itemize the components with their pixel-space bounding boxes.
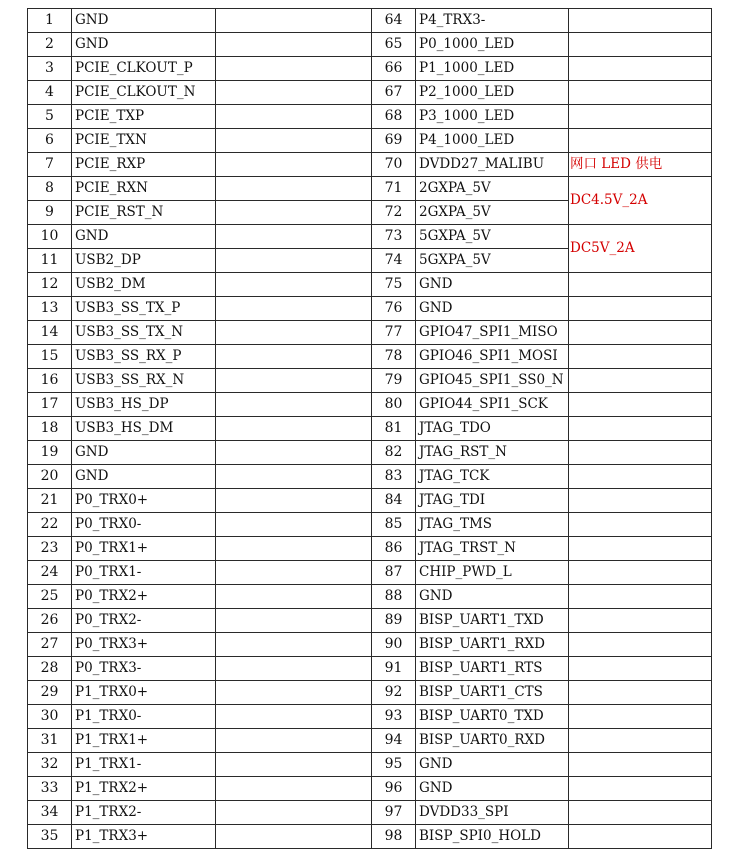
blank-cell-right [569, 753, 712, 777]
signal-name-left: USB2_DP [72, 249, 216, 273]
pin-number-left: 17 [28, 393, 72, 417]
pin-number-right: 76 [372, 297, 416, 321]
table-row [28, 225, 712, 249]
pin-number-right: 73 [372, 225, 416, 249]
pin-number-right: 64 [372, 9, 416, 33]
pin-number-left: 14 [28, 321, 72, 345]
blank-cell-right [569, 489, 712, 513]
pin-number-right: 97 [372, 801, 416, 825]
pin-number-right: 68 [372, 105, 416, 129]
table-row [28, 825, 712, 849]
pin-number-right: 85 [372, 513, 416, 537]
signal-name-right: 5GXPA_5V [416, 249, 569, 273]
signal-name-left: P1_TRX1+ [72, 729, 216, 753]
blank-cell-left [216, 201, 372, 225]
table-row [28, 633, 712, 657]
table-row [28, 105, 712, 129]
table-row [28, 33, 712, 57]
signal-name-left: P0_TRX3+ [72, 633, 216, 657]
blank-cell-left [216, 57, 372, 81]
signal-name-left: P0_TRX3- [72, 657, 216, 681]
pin-number-left: 3 [28, 57, 72, 81]
signal-name-left: GND [72, 33, 216, 57]
pin-number-left: 24 [28, 561, 72, 585]
blank-cell-right [569, 81, 712, 105]
signal-name-left: GND [72, 465, 216, 489]
signal-name-right: P3_1000_LED [416, 105, 569, 129]
signal-name-left: P1_TRX2- [72, 801, 216, 825]
pin-number-left: 28 [28, 657, 72, 681]
table-row [28, 537, 712, 561]
table-row [28, 729, 712, 753]
pin-number-right: 71 [372, 177, 416, 201]
pin-number-left: 22 [28, 513, 72, 537]
signal-name-right: BISP_UART1_CTS [416, 681, 569, 705]
signal-name-left: PCIE_CLKOUT_N [72, 81, 216, 105]
pin-number-left: 5 [28, 105, 72, 129]
signal-name-left: PCIE_RXN [72, 177, 216, 201]
pin-number-left: 10 [28, 225, 72, 249]
signal-name-right: BISP_UART1_RTS [416, 657, 569, 681]
note-dc-4-5v: DC4.5V_2A [569, 177, 712, 225]
signal-name-right: 2GXPA_5V [416, 201, 569, 225]
signal-name-right: CHIP_PWD_L [416, 561, 569, 585]
table-row [28, 321, 712, 345]
pin-number-right: 95 [372, 753, 416, 777]
blank-cell-left [216, 777, 372, 801]
blank-cell-left [216, 825, 372, 849]
pin-number-right: 67 [372, 81, 416, 105]
signal-name-right: GPIO45_SPI1_SS0_N [416, 369, 569, 393]
pin-number-left: 20 [28, 465, 72, 489]
signal-name-right: GND [416, 585, 569, 609]
blank-cell-left [216, 393, 372, 417]
pin-number-left: 18 [28, 417, 72, 441]
table-row [28, 585, 712, 609]
blank-cell-left [216, 633, 372, 657]
table-row [28, 801, 712, 825]
blank-cell-right [569, 465, 712, 489]
blank-cell-left [216, 105, 372, 129]
signal-name-right: BISP_UART0_TXD [416, 705, 569, 729]
signal-name-left: USB3_HS_DP [72, 393, 216, 417]
table-row [28, 705, 712, 729]
pin-number-right: 65 [372, 33, 416, 57]
table-row [28, 177, 712, 201]
signal-name-left: PCIE_RXP [72, 153, 216, 177]
blank-cell-right [569, 729, 712, 753]
blank-cell-right [569, 9, 712, 33]
blank-cell-right [569, 297, 712, 321]
pin-number-right: 89 [372, 609, 416, 633]
blank-cell-left [216, 657, 372, 681]
pin-number-right: 98 [372, 825, 416, 849]
pin-number-right: 77 [372, 321, 416, 345]
blank-cell-right [569, 345, 712, 369]
blank-cell-left [216, 441, 372, 465]
signal-name-left: P0_TRX0+ [72, 489, 216, 513]
signal-name-right: BISP_UART0_RXD [416, 729, 569, 753]
blank-cell-right [569, 33, 712, 57]
table-row [28, 465, 712, 489]
blank-cell-left [216, 513, 372, 537]
blank-cell-right [569, 105, 712, 129]
blank-cell-right [569, 609, 712, 633]
pin-number-right: 78 [372, 345, 416, 369]
blank-cell-right [569, 513, 712, 537]
signal-name-right: JTAG_RST_N [416, 441, 569, 465]
table-row [28, 441, 712, 465]
table-row [28, 393, 712, 417]
signal-name-right: P4_1000_LED [416, 129, 569, 153]
blank-cell-right [569, 393, 712, 417]
blank-cell-left [216, 585, 372, 609]
signal-name-left: GND [72, 225, 216, 249]
pin-number-right: 72 [372, 201, 416, 225]
signal-name-right: GND [416, 273, 569, 297]
blank-cell-right [569, 417, 712, 441]
pin-number-right: 84 [372, 489, 416, 513]
signal-name-left: P0_TRX1+ [72, 537, 216, 561]
blank-cell-right [569, 633, 712, 657]
signal-name-right: GPIO46_SPI1_MOSI [416, 345, 569, 369]
pin-number-left: 13 [28, 297, 72, 321]
pin-number-right: 66 [372, 57, 416, 81]
pin-number-left: 11 [28, 249, 72, 273]
blank-cell-right [569, 585, 712, 609]
pin-number-left: 6 [28, 129, 72, 153]
signal-name-left: USB3_SS_RX_N [72, 369, 216, 393]
table-row [28, 681, 712, 705]
pin-number-right: 94 [372, 729, 416, 753]
table-row [28, 129, 712, 153]
table-row [28, 657, 712, 681]
signal-name-left: USB3_HS_DM [72, 417, 216, 441]
pin-number-left: 26 [28, 609, 72, 633]
blank-cell-left [216, 273, 372, 297]
table-row [28, 417, 712, 441]
signal-name-left: USB3_SS_RX_P [72, 345, 216, 369]
pin-number-right: 82 [372, 441, 416, 465]
signal-name-left: PCIE_CLKOUT_P [72, 57, 216, 81]
pin-number-left: 19 [28, 441, 72, 465]
pin-number-left: 34 [28, 801, 72, 825]
signal-name-right: P0_1000_LED [416, 33, 569, 57]
blank-cell-left [216, 705, 372, 729]
pin-number-right: 79 [372, 369, 416, 393]
blank-cell-right [569, 273, 712, 297]
blank-cell-left [216, 417, 372, 441]
blank-cell-left [216, 153, 372, 177]
signal-name-left: USB3_SS_TX_N [72, 321, 216, 345]
blank-cell-right [569, 129, 712, 153]
blank-cell-right [569, 825, 712, 849]
pin-number-left: 2 [28, 33, 72, 57]
blank-cell-left [216, 489, 372, 513]
pin-number-right: 96 [372, 777, 416, 801]
blank-cell-left [216, 681, 372, 705]
signal-name-right: JTAG_TDO [416, 417, 569, 441]
blank-cell-left [216, 537, 372, 561]
signal-name-right: 2GXPA_5V [416, 177, 569, 201]
pin-number-right: 81 [372, 417, 416, 441]
blank-cell-left [216, 9, 372, 33]
pin-number-left: 23 [28, 537, 72, 561]
pin-number-left: 32 [28, 753, 72, 777]
blank-cell-left [216, 609, 372, 633]
table-row [28, 81, 712, 105]
table-row [28, 153, 712, 177]
blank-cell-left [216, 33, 372, 57]
signal-name-left: P0_TRX1- [72, 561, 216, 585]
table-row [28, 561, 712, 585]
signal-name-right: JTAG_TRST_N [416, 537, 569, 561]
signal-name-right: BISP_UART1_TXD [416, 609, 569, 633]
pin-number-right: 74 [372, 249, 416, 273]
table-row [28, 57, 712, 81]
pin-number-left: 8 [28, 177, 72, 201]
signal-name-left: P1_TRX0+ [72, 681, 216, 705]
blank-cell-left [216, 369, 372, 393]
signal-name-left: PCIE_TXP [72, 105, 216, 129]
signal-name-right: 5GXPA_5V [416, 225, 569, 249]
signal-name-right: BISP_UART1_RXD [416, 633, 569, 657]
signal-name-right: DVDD33_SPI [416, 801, 569, 825]
table-row [28, 345, 712, 369]
table-row [28, 513, 712, 537]
pin-number-right: 92 [372, 681, 416, 705]
blank-cell-right [569, 441, 712, 465]
signal-name-right: DVDD27_MALIBU [416, 153, 569, 177]
pin-number-right: 93 [372, 705, 416, 729]
signal-name-right: JTAG_TDI [416, 489, 569, 513]
blank-cell-left [216, 753, 372, 777]
signal-name-right: GND [416, 777, 569, 801]
pin-number-right: 69 [372, 129, 416, 153]
pin-number-left: 16 [28, 369, 72, 393]
blank-cell-right [569, 777, 712, 801]
table-row [28, 297, 712, 321]
blank-cell-right [569, 561, 712, 585]
signal-name-right: GND [416, 297, 569, 321]
signal-name-left: PCIE_RST_N [72, 201, 216, 225]
pin-number-right: 83 [372, 465, 416, 489]
blank-cell-left [216, 465, 372, 489]
pin-number-left: 35 [28, 825, 72, 849]
signal-name-right: GPIO47_SPI1_MISO [416, 321, 569, 345]
blank-cell-left [216, 801, 372, 825]
pinout-table-body [28, 9, 712, 849]
pin-number-left: 25 [28, 585, 72, 609]
signal-name-left: P1_TRX0- [72, 705, 216, 729]
signal-name-right: GND [416, 753, 569, 777]
pin-number-left: 31 [28, 729, 72, 753]
signal-name-left: USB2_DM [72, 273, 216, 297]
signal-name-right: BISP_SPI0_HOLD [416, 825, 569, 849]
signal-name-right: JTAG_TMS [416, 513, 569, 537]
pin-number-left: 4 [28, 81, 72, 105]
blank-cell-left [216, 561, 372, 585]
pin-number-right: 90 [372, 633, 416, 657]
pin-number-left: 12 [28, 273, 72, 297]
blank-cell-right [569, 369, 712, 393]
signal-name-left: GND [72, 441, 216, 465]
pin-number-left: 1 [28, 9, 72, 33]
signal-name-left: P0_TRX2- [72, 609, 216, 633]
blank-cell-left [216, 729, 372, 753]
blank-cell-right [569, 705, 712, 729]
blank-cell-left [216, 225, 372, 249]
pin-number-left: 27 [28, 633, 72, 657]
signal-name-right: P4_TRX3- [416, 9, 569, 33]
pinout-table [27, 8, 712, 849]
pin-number-left: 30 [28, 705, 72, 729]
blank-cell-left [216, 297, 372, 321]
signal-name-right: P1_1000_LED [416, 57, 569, 81]
signal-name-left: P1_TRX3+ [72, 825, 216, 849]
table-row [28, 753, 712, 777]
pin-number-right: 80 [372, 393, 416, 417]
note-led-power: 网口 LED 供电 [569, 153, 712, 177]
table-row [28, 369, 712, 393]
table-row [28, 9, 712, 33]
pin-number-left: 15 [28, 345, 72, 369]
pin-number-left: 29 [28, 681, 72, 705]
signal-name-left: GND [72, 9, 216, 33]
pin-number-right: 70 [372, 153, 416, 177]
pin-number-right: 75 [372, 273, 416, 297]
blank-cell-right [569, 801, 712, 825]
pin-number-right: 91 [372, 657, 416, 681]
blank-cell-right [569, 537, 712, 561]
blank-cell-right [569, 57, 712, 81]
signal-name-right: JTAG_TCK [416, 465, 569, 489]
blank-cell-left [216, 321, 372, 345]
pin-number-right: 87 [372, 561, 416, 585]
signal-name-right: P2_1000_LED [416, 81, 569, 105]
pin-number-left: 33 [28, 777, 72, 801]
table-row [28, 273, 712, 297]
signal-name-left: USB3_SS_TX_P [72, 297, 216, 321]
blank-cell-right [569, 657, 712, 681]
blank-cell-left [216, 129, 372, 153]
signal-name-right: GPIO44_SPI1_SCK [416, 393, 569, 417]
blank-cell-left [216, 177, 372, 201]
blank-cell-left [216, 81, 372, 105]
blank-cell-left [216, 345, 372, 369]
signal-name-left: P0_TRX0- [72, 513, 216, 537]
signal-name-left: P1_TRX1- [72, 753, 216, 777]
signal-name-left: P1_TRX2+ [72, 777, 216, 801]
blank-cell-right [569, 681, 712, 705]
pin-number-right: 88 [372, 585, 416, 609]
signal-name-left: PCIE_TXN [72, 129, 216, 153]
blank-cell-left [216, 249, 372, 273]
note-dc-5v: DC5V_2A [569, 225, 712, 273]
pin-number-left: 21 [28, 489, 72, 513]
pin-number-right: 86 [372, 537, 416, 561]
signal-name-left: P0_TRX2+ [72, 585, 216, 609]
table-row [28, 777, 712, 801]
table-row [28, 609, 712, 633]
table-row [28, 489, 712, 513]
blank-cell-right [569, 321, 712, 345]
pin-number-left: 9 [28, 201, 72, 225]
pin-number-left: 7 [28, 153, 72, 177]
